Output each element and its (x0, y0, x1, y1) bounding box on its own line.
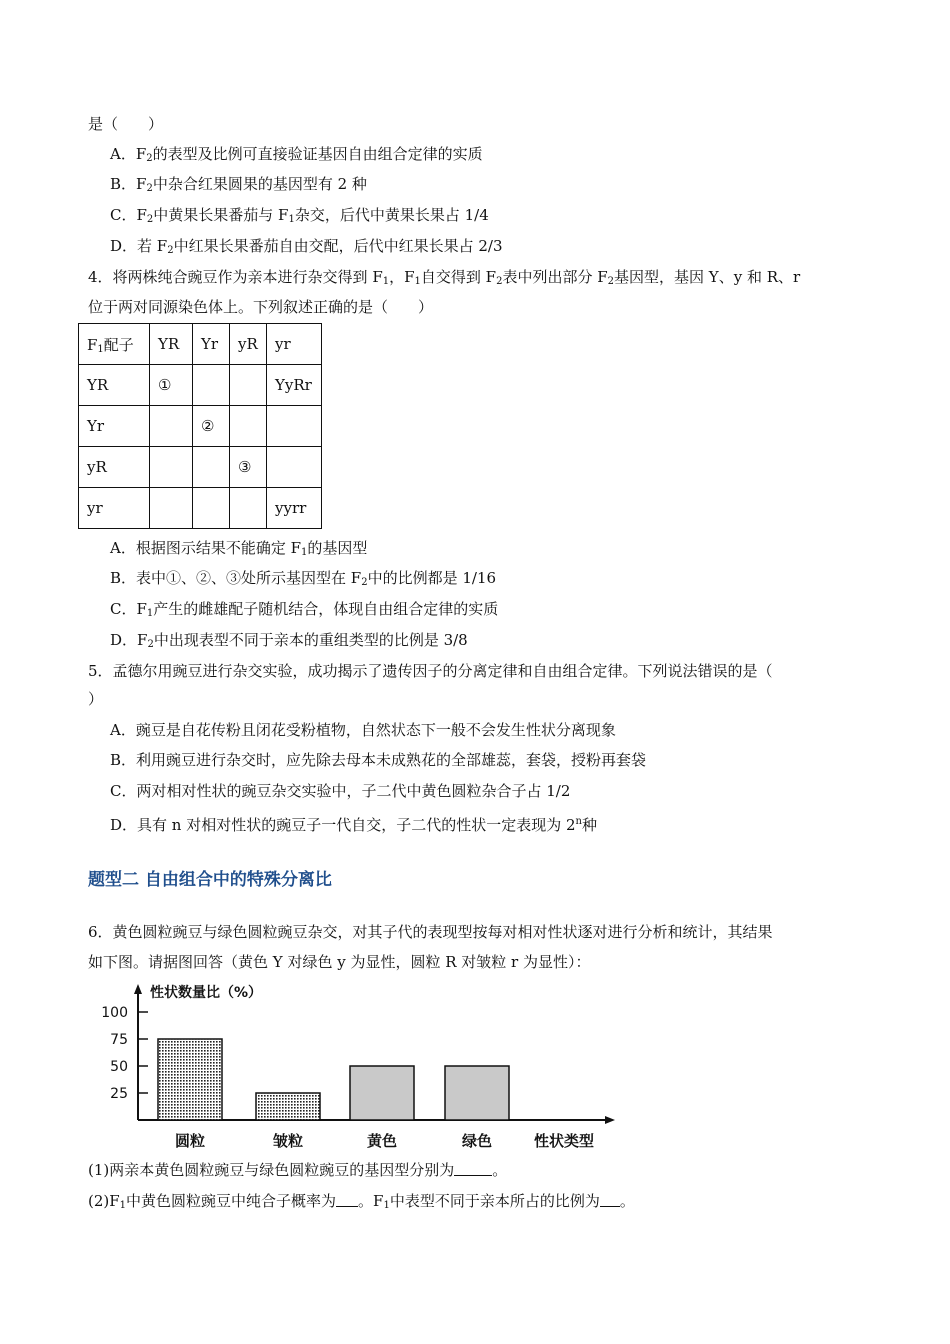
x-axis-label: 性状类型 (533, 1132, 595, 1150)
table-cell (267, 447, 322, 488)
q3-option-b[interactable]: B．$F_2$中杂合红果圆果的基因型有 2 种 (110, 175, 367, 194)
bar-3 (445, 1066, 509, 1120)
q6-stem-line2: 如下图。请据图回答（黄色 Y 对绿色 y 为显性，圆粒 R 对皱粒 r 为显性）： (88, 953, 591, 971)
q4-option-d[interactable]: D．$F_2$中出现表型不同于亲本的重组类型的比例是 3/8 (110, 631, 468, 650)
table-header-cell: YR (150, 324, 193, 365)
table-cell (193, 365, 230, 406)
q4-stem-line1: 4．将两株纯合豌豆作为亲本进行杂交得到 $F_1$，$F_1$自交得到 $F_2$表中列出部分 $F_2$基因型，基因 Y、y 和 R、r (88, 268, 801, 287)
table-cell: ② (193, 406, 230, 447)
q6-stem-line1: 6．黄色圆粒豌豆与绿色圆粒豌豆杂交，对其子代的表现型按每对相对性状逐对进行分析和统计，其结果 (88, 923, 773, 941)
table-cell (150, 406, 193, 447)
table-cell (193, 488, 230, 529)
answer-blank[interactable] (454, 1161, 492, 1176)
q6-sub-question-1: (1)两亲本黄色圆粒豌豆与绿色圆粒豌豆的基因型分别为 。 (88, 1161, 508, 1179)
table-cell: YyRr (267, 365, 322, 406)
table-cell: ③ (230, 447, 267, 488)
table-cell: ① (150, 365, 193, 406)
table-cell (230, 365, 267, 406)
table-cell (230, 488, 267, 529)
y-tick-label: 100 (101, 1005, 128, 1021)
table-row (79, 406, 322, 447)
category-label: 黄色 (366, 1132, 398, 1150)
answer-blank[interactable] (600, 1192, 620, 1207)
answer-blank[interactable] (336, 1192, 358, 1207)
table-cell: YR (79, 365, 150, 406)
q5-option-c[interactable]: C．两对相对性状的豌豆杂交实验中，子二代中黄色圆粒杂合子占 1/2 (110, 782, 571, 800)
table-cell (230, 406, 267, 447)
table-cell (267, 406, 322, 447)
category-label: 绿色 (461, 1132, 493, 1150)
q6-sub-question-2: $(2)F_1$中黄色圆粒豌豆中纯合子概率为 。$F_1$中表型不同于亲本所占的比例为 。 (88, 1192, 635, 1211)
q3-option-d[interactable]: D．若 $F_2$中红果长果番茄自由交配，后代中红果长果占 2/3 (110, 237, 503, 256)
bar-1 (256, 1093, 320, 1120)
table-header-cell: yR (230, 324, 267, 365)
table-cell (193, 447, 230, 488)
q3-tail: 是（ ） (88, 115, 164, 133)
y-tick-label: 25 (110, 1086, 128, 1102)
table-cell: yyrr (267, 488, 322, 529)
q5-option-b[interactable]: B．利用豌豆进行杂交时，应先除去母本未成熟花的全部雄蕊，套袋，授粉再套袋 (110, 751, 647, 769)
q5-stem-line2: ） (88, 690, 104, 708)
table-row (79, 324, 322, 365)
q5-stem-line1: 5．孟德尔用豌豆进行杂交实验，成功揭示了遗传因子的分离定律和自由组合定律。下列说法错误的是（ (88, 662, 773, 680)
gamete-table (78, 323, 322, 529)
table-header-cell: Yr (193, 324, 230, 365)
q3-option-a[interactable]: A．$F_2$的表型及比例可直接验证基因自由组合定律的实质 (110, 145, 483, 164)
y-axis-arrow-icon (134, 984, 142, 994)
table-cell (150, 447, 193, 488)
trait-ratio-chart (90, 978, 630, 1153)
category-label: 圆粒 (174, 1132, 206, 1150)
table-cell: yr (79, 488, 150, 529)
q4-option-b[interactable]: B．表中①、②、③处所示基因型在 $F_2$中的比例都是 1/16 (110, 569, 497, 588)
q4-stem-line2: 位于两对同源染色体上。下列叙述正确的是（ ） (88, 298, 434, 316)
table-header-cell: $F_1$配子 (79, 324, 150, 365)
y-tick-label: 50 (110, 1059, 128, 1075)
category-label: 皱粒 (272, 1132, 304, 1150)
section-title: 题型二 自由组合中的特殊分离比 (88, 870, 332, 890)
table-cell: Yr (79, 406, 150, 447)
y-axis-label: 性状数量比（%） (150, 985, 263, 1001)
x-axis-arrow-icon (605, 1116, 615, 1124)
table-header-cell: yr (267, 324, 322, 365)
bar-2 (350, 1066, 414, 1120)
y-tick-label: 75 (110, 1032, 128, 1048)
q5-option-d[interactable]: D．具有 n 对相对性状的豌豆子一代自交，子二代的性状一定表现为 2$^n$种 (110, 816, 598, 834)
q3-option-c[interactable]: C．$F_2$中黄果长果番茄与 $F_1$杂交，后代中黄果长果占 1/4 (110, 206, 489, 225)
bar-0 (158, 1039, 222, 1120)
table-cell: yR (79, 447, 150, 488)
q4-option-a[interactable]: A．根据图示结果不能确定 $F_1$的基因型 (110, 539, 368, 558)
table-cell (150, 488, 193, 529)
table-row (79, 447, 322, 488)
q4-option-c[interactable]: C．$F_1$产生的雌雄配子随机结合，体现自由组合定律的实质 (110, 600, 499, 619)
table-row (79, 365, 322, 406)
q5-option-a[interactable]: A．豌豆是自花传粉且闭花受粉植物，自然状态下一般不会发生性状分离现象 (110, 721, 616, 739)
table-row (79, 488, 322, 529)
